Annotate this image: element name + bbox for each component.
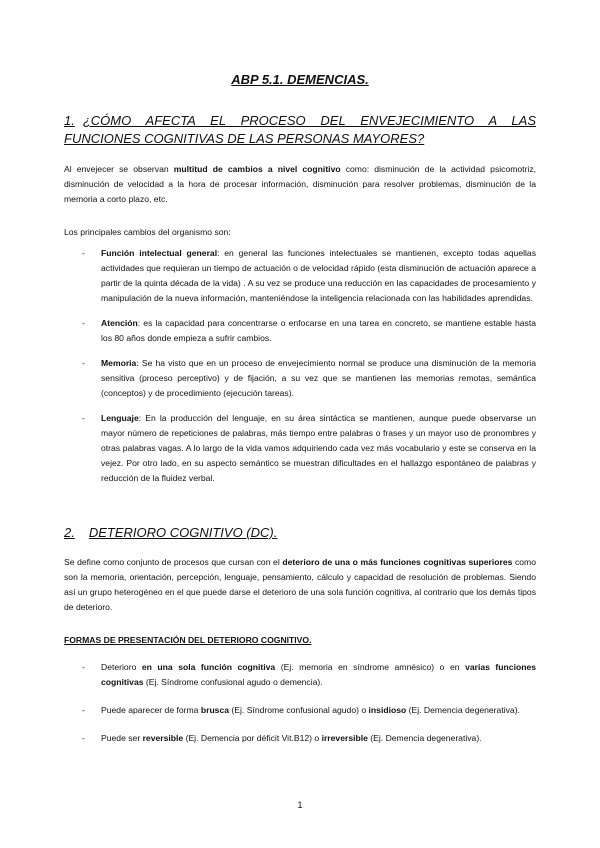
form-text: Deterioro xyxy=(101,662,142,672)
dash-bullet: - xyxy=(82,358,85,368)
section-2-heading xyxy=(64,524,536,542)
dash-bullet: - xyxy=(82,733,85,743)
intro-bold: multitud de cambios a nivel cognitivo xyxy=(173,164,341,174)
dash-bullet: - xyxy=(82,318,85,328)
section-1-intro xyxy=(64,162,536,207)
bullet-text: : en general las funciones intelectuales se mantienen, excepto todas aquellas actividades que requieran un tiempo de actuación o de velocidad rápido (esta disminución de actuación aparece a partir de la quinta década de la vida) . A su vez se produce una reducción en las capacidades de procesamiento y manipulación de la nueva información, manteniéndose la inteligencia relacionada con las habilidades aprendidas. xyxy=(101,248,536,303)
form-text: (Ej. memoria en síndrome amnésico) o en xyxy=(275,662,466,672)
section-1-heading xyxy=(64,112,536,148)
form-bold: insidioso xyxy=(368,705,407,715)
form-bold: varias funciones cognitivas xyxy=(101,662,537,687)
bullet-text: : es la capacidad para concentrarse o enfocarse en una tarea en concreto, se mantiene estable hasta los 80 años donde empieza a sufrir cambios. xyxy=(101,318,536,343)
list-item xyxy=(64,703,536,718)
form-text: Puede aparecer de forma xyxy=(101,705,201,715)
section-2-definition xyxy=(64,555,536,615)
bullet-term: Atención xyxy=(101,318,138,328)
bullet-term: Lenguaje xyxy=(101,413,139,423)
form-text: Puede ser xyxy=(101,733,143,743)
form-bold: brusca xyxy=(200,705,230,715)
forms-list xyxy=(64,660,536,746)
definition-bold: deterioro de una o más funciones cognitivas superiores xyxy=(282,557,513,567)
form-bold: reversible xyxy=(142,733,184,743)
list-item xyxy=(64,660,536,690)
list-item xyxy=(64,246,536,306)
page-number: 1 xyxy=(297,800,303,810)
form-text: (Ej. Demencia degenerativa). xyxy=(367,733,482,743)
changes-list xyxy=(64,246,536,486)
list-item xyxy=(64,356,536,401)
intro-text-rest: como: disminución de la actividad psicomotriz, disminución de velocidad a la hora de procesar información, disminución para resolver problemas, disminución de la memoria a corto plazo, etc. xyxy=(64,164,537,204)
form-bold: en una sola función cognitiva xyxy=(141,662,276,672)
dash-bullet: - xyxy=(82,248,85,258)
form-text: (Ej. Síndrome confusional agudo) o xyxy=(229,705,369,715)
form-text: (Ej. Síndrome confusional agudo o demencia). xyxy=(143,677,323,687)
bullet-text: : Se ha visto que en un proceso de envejecimiento normal se produce una disminución de la memoria sensitiva (proceso perceptivo) y de fijación, a su vez que se mantienen las memorias remotas, semántica (conceptos) y de procedimiento (ejecución tareas). xyxy=(101,358,536,398)
section-1-title: ¿CÓMO AFECTA EL PROCESO DEL ENVEJECIMIENTO A LAS FUNCIONES COGNITIVAS DE LAS PERSONAS MAYORES? xyxy=(64,113,536,146)
definition-text-rest: como son la memoria, orientación, percepción, lenguaje, pensamiento, cálculo y capacidad de resolución de problemas. Siendo así un grupo heterogéneo en el que puede darse el deterioro de una sola función cognitiva, al contrario que los demás tipos de deterioro. xyxy=(64,557,536,612)
dash-bullet: - xyxy=(82,662,85,672)
bullet-term: Memoria xyxy=(101,358,137,368)
section-2-number: 2. xyxy=(64,525,75,540)
form-bold: irreversible xyxy=(321,733,368,743)
intro-text: Al envejecer se observan xyxy=(64,164,174,174)
form-text: (Ej. Demencia por déficit Vit.B12) o xyxy=(183,733,322,743)
changes-intro: Los principales cambios del organismo son: xyxy=(64,227,231,237)
document-title: ABP 5.1. DEMENCIAS. xyxy=(231,72,369,87)
bullet-term: Función intelectual general xyxy=(101,248,218,258)
section-1-number: 1. xyxy=(64,113,75,128)
list-item xyxy=(64,316,536,346)
dash-bullet: - xyxy=(82,413,85,423)
forms-heading: FORMAS DE PRESENTACIÓN DEL DETERIORO COGNITIVO. xyxy=(64,635,312,645)
list-item xyxy=(64,411,536,486)
bullet-text: : En la producción del lenguaje, en su área sintáctica se mantienen, aunque puede observarse un mayor número de repeticiones de palabras, más tiempo entre palabras o frases y un mayor uso de pronombres y otras palabras vagas. A lo largo de la vida vamos adquiriendo cada vez más vocabulario y este se conserva en la vejez. Por otro lado, en su aspecto semántico se muestran dificultades en el hallazgo espontáneo de palabras y reducción de la fluidez verbal. xyxy=(101,413,536,483)
dash-bullet: - xyxy=(82,705,85,715)
definition-text: Se define como conjunto de procesos que cursan con el xyxy=(64,557,283,567)
form-text: (Ej. Demencia degenerativa). xyxy=(406,705,520,715)
list-item xyxy=(64,731,536,746)
section-2-title: DETERIORO COGNITIVO (DC). xyxy=(88,525,278,540)
